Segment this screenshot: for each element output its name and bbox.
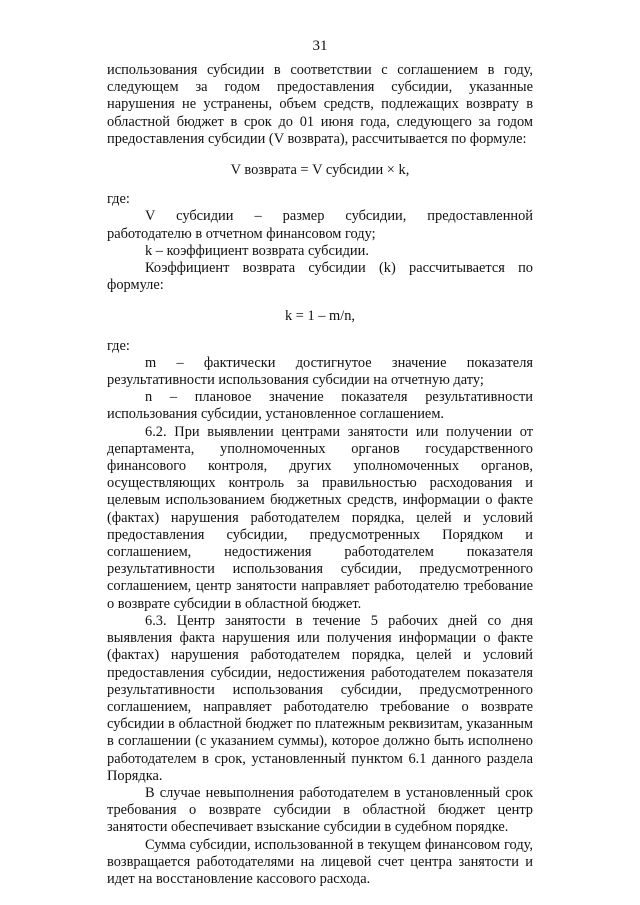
definition-n: n – плановое значение показателя результативности использования субсидии, установленное соглашением. (107, 389, 533, 423)
paragraph-6-2: 6.2. При выявлении центрами занятости или получении от департамента, уполномоченных органов государственного финансового контроля, других уполномоченных органов, осуществляющих контроль за правильностью расходования и целевым использованием бюджетных средств, информации о факте (фактах) нарушения работодателем порядка, целей и условий предоставления субсидии, предусмотренных Порядком и соглашением, недостижения работодателем показателя результативности использования субсидии, предусмотренного соглашением, центр занятости направляет работодателю требование о возврате субсидии в областной бюджет. (107, 423, 533, 612)
paragraph-6-3: 6.3. Центр занятости в течение 5 рабочих дней со дня выявления факта нарушения или получения информации о факте (фактах) нарушения работодателем порядка, целей и условий предоставления субсидии, недостижения работодателем показателя результативности использования субсидии, предусмотренного соглашением, направляет работодателю требование о возврате субсидии в областной бюджет по платежным реквизитам, указанным в соглашении (с указанием суммы), которое должно быть исполнено работодателем в срок, установленный пунктом 6.1 данного раздела Порядка. (107, 612, 533, 784)
formula-k: k = 1 – m/n, (284, 308, 356, 325)
definition-k: k – коэффициент возврата субсидии. (145, 242, 369, 259)
definition-m: m – фактически достигнутое значение показателя результативности использования субсидии на отчетную дату; (107, 354, 533, 389)
paragraph-subsidy-sum: Сумма субсидии, использованной в текущем финансовом году, возвращается работодателями на лицевой счет центра занятости и идет на восстановление кассового расхода. (107, 836, 533, 887)
formula-v-return: V возврата = V субсидии × k, (230, 162, 410, 179)
where-label-1: где: (107, 191, 130, 208)
definition-v-subsidy: V субсидии – размер субсидии, предоставленной работодателю в отчетном финансовом году; (107, 208, 533, 242)
where-label-2: где: (107, 337, 130, 354)
paragraph-non-fulfillment: В случае невыполнения работодателем в установленный срок требования о возврате субсидии в областной бюджет центр занятости обеспечивает взыскание субсидии в судебном порядке. (107, 784, 533, 836)
paragraph-return-volume: использования субсидии в соответствии с соглашением в году, следующем за годом предоставления субсидии, указанные нарушения не устранены, объем средств, подлежащих возврату в областной бюджет в срок до 01 июня года, следующего за годом предоставления субсидии (V возврата), рассчитывается по формуле: (107, 62, 533, 147)
page-number: 31 (312, 38, 328, 54)
document-body (107, 62, 533, 888)
k-formula-intro: Коэффициент возврата субсидии (k) рассчитывается по формуле: (107, 260, 533, 294)
